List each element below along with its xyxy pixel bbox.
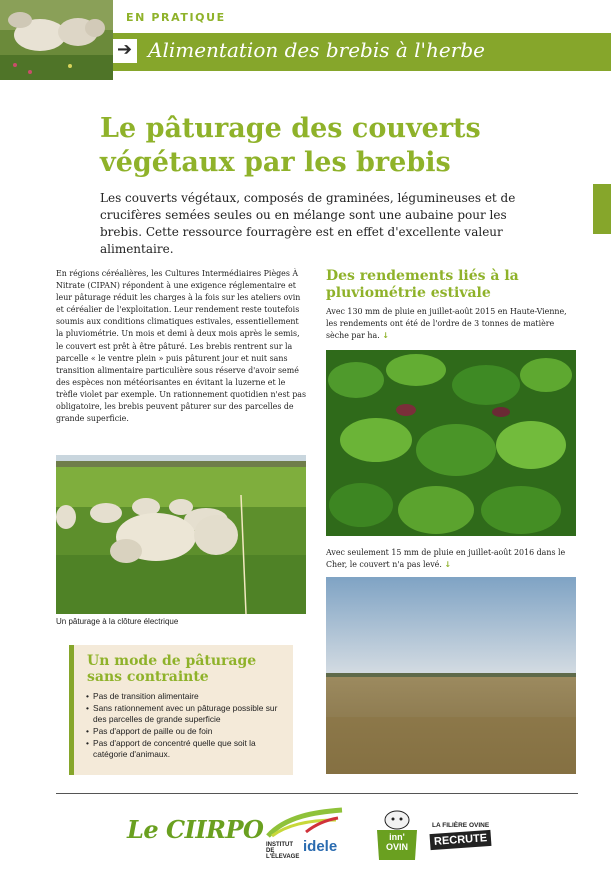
photo-bare-field-2016: [326, 577, 576, 774]
logo-idele-small: INSTITUT DE L'ÉLEVAGE: [266, 842, 300, 860]
list-item: • Pas d'apport de paille ou de foin: [86, 726, 286, 737]
article-body: En régions céréalières, les Cultures Intermédiaires Pièges À Nitrate (CIPAN) répondent à une exigence réglementaire et leur pâturage réduit les charges à la fois sur les ateliers ovin et céréalier de l'exploitation. Leur rendement reste toutefois soumis aux conditions climatiques estivales, essentiellement la pluviométrie. Un mois et demi à deux mois après le semis, le couvert est prêt à être pâturé. Les brebis rentrent sur la parcelle « le ventre plein » puis pâturent jour et nuit sans transition alimentaire particulière sous réserve d'avoir semé des espèces non météorisantes en évitant la luzerne et le trèfle violet par exemple. Un rationnement quotidien n'est pas obligatoire, les brebis peuvent pâturer sur des parcelles de grande superficie.: [56, 269, 306, 424]
article-title: Le pâturage des couverts végétaux par les brebis: [100, 113, 481, 178]
photo-cover-crop-2015: [326, 350, 576, 536]
arrow-right-icon: ➔: [113, 39, 137, 63]
side-tab: [593, 184, 611, 234]
kicker-label: EN PRATIQUE: [126, 11, 226, 24]
arrow-down-icon: ↓: [444, 560, 451, 569]
logo-idele-big: idele: [303, 838, 338, 855]
section-title: Alimentation des brebis à l'herbe: [148, 38, 485, 62]
header-photo-sheep: [0, 0, 113, 80]
list-item: • Pas de transition alimentaire: [86, 691, 286, 702]
logo-innovin: [373, 810, 421, 862]
logo-filiere-top: LA FILIÈRE OVINE: [432, 822, 490, 829]
arrow-down-icon: ↓: [382, 331, 389, 340]
photo-caption: Un pâturage à la clôture électrique: [56, 617, 179, 626]
caption-2016: [326, 547, 578, 571]
logo-idele: [266, 806, 346, 860]
footer-rule: [56, 793, 578, 794]
logo-filiere-recrute: [428, 814, 502, 854]
logo-innovin-text: inn' OVIN: [385, 832, 408, 852]
logo-filiere-bottom: RECRUTE: [430, 830, 492, 850]
info-box: [69, 645, 293, 775]
article-intro: Les couverts végétaux, composés de graminées, légumineuses et de crucifères semées seules ou en mélange sont une aubaine pour les brebis. Cette ressource fourragère est en effet d'excellente valeur alimentaire.: [100, 191, 516, 256]
right-heading: Des rendements liés à la pluviométrie estivale: [326, 268, 519, 301]
list-item: • Pas d'apport de concentré quelle que soit la catégorie d'animaux.: [86, 738, 286, 760]
caption-2016-text: Avec seulement 15 mm de pluie en juillet-août 2016 dans le Cher, le couvert n'a pas levé.: [326, 548, 566, 569]
box-list: [86, 691, 286, 761]
logo-ciirpo: Le CIIRPO: [127, 815, 264, 844]
caption-2015-text: Avec 130 mm de pluie en juillet-août 2015 en Haute-Vienne, les rendements ont été de l'ordre de 3 tonnes de matière sèche par ha.: [326, 307, 567, 340]
caption-2015: [326, 306, 578, 342]
list-item: • Sans rationnement avec un pâturage possible sur des parcelles de grande superficie: [86, 703, 286, 725]
box-title: Un mode de pâturage sans contrainte: [87, 653, 257, 685]
photo-sheep-grazing: [56, 455, 306, 614]
